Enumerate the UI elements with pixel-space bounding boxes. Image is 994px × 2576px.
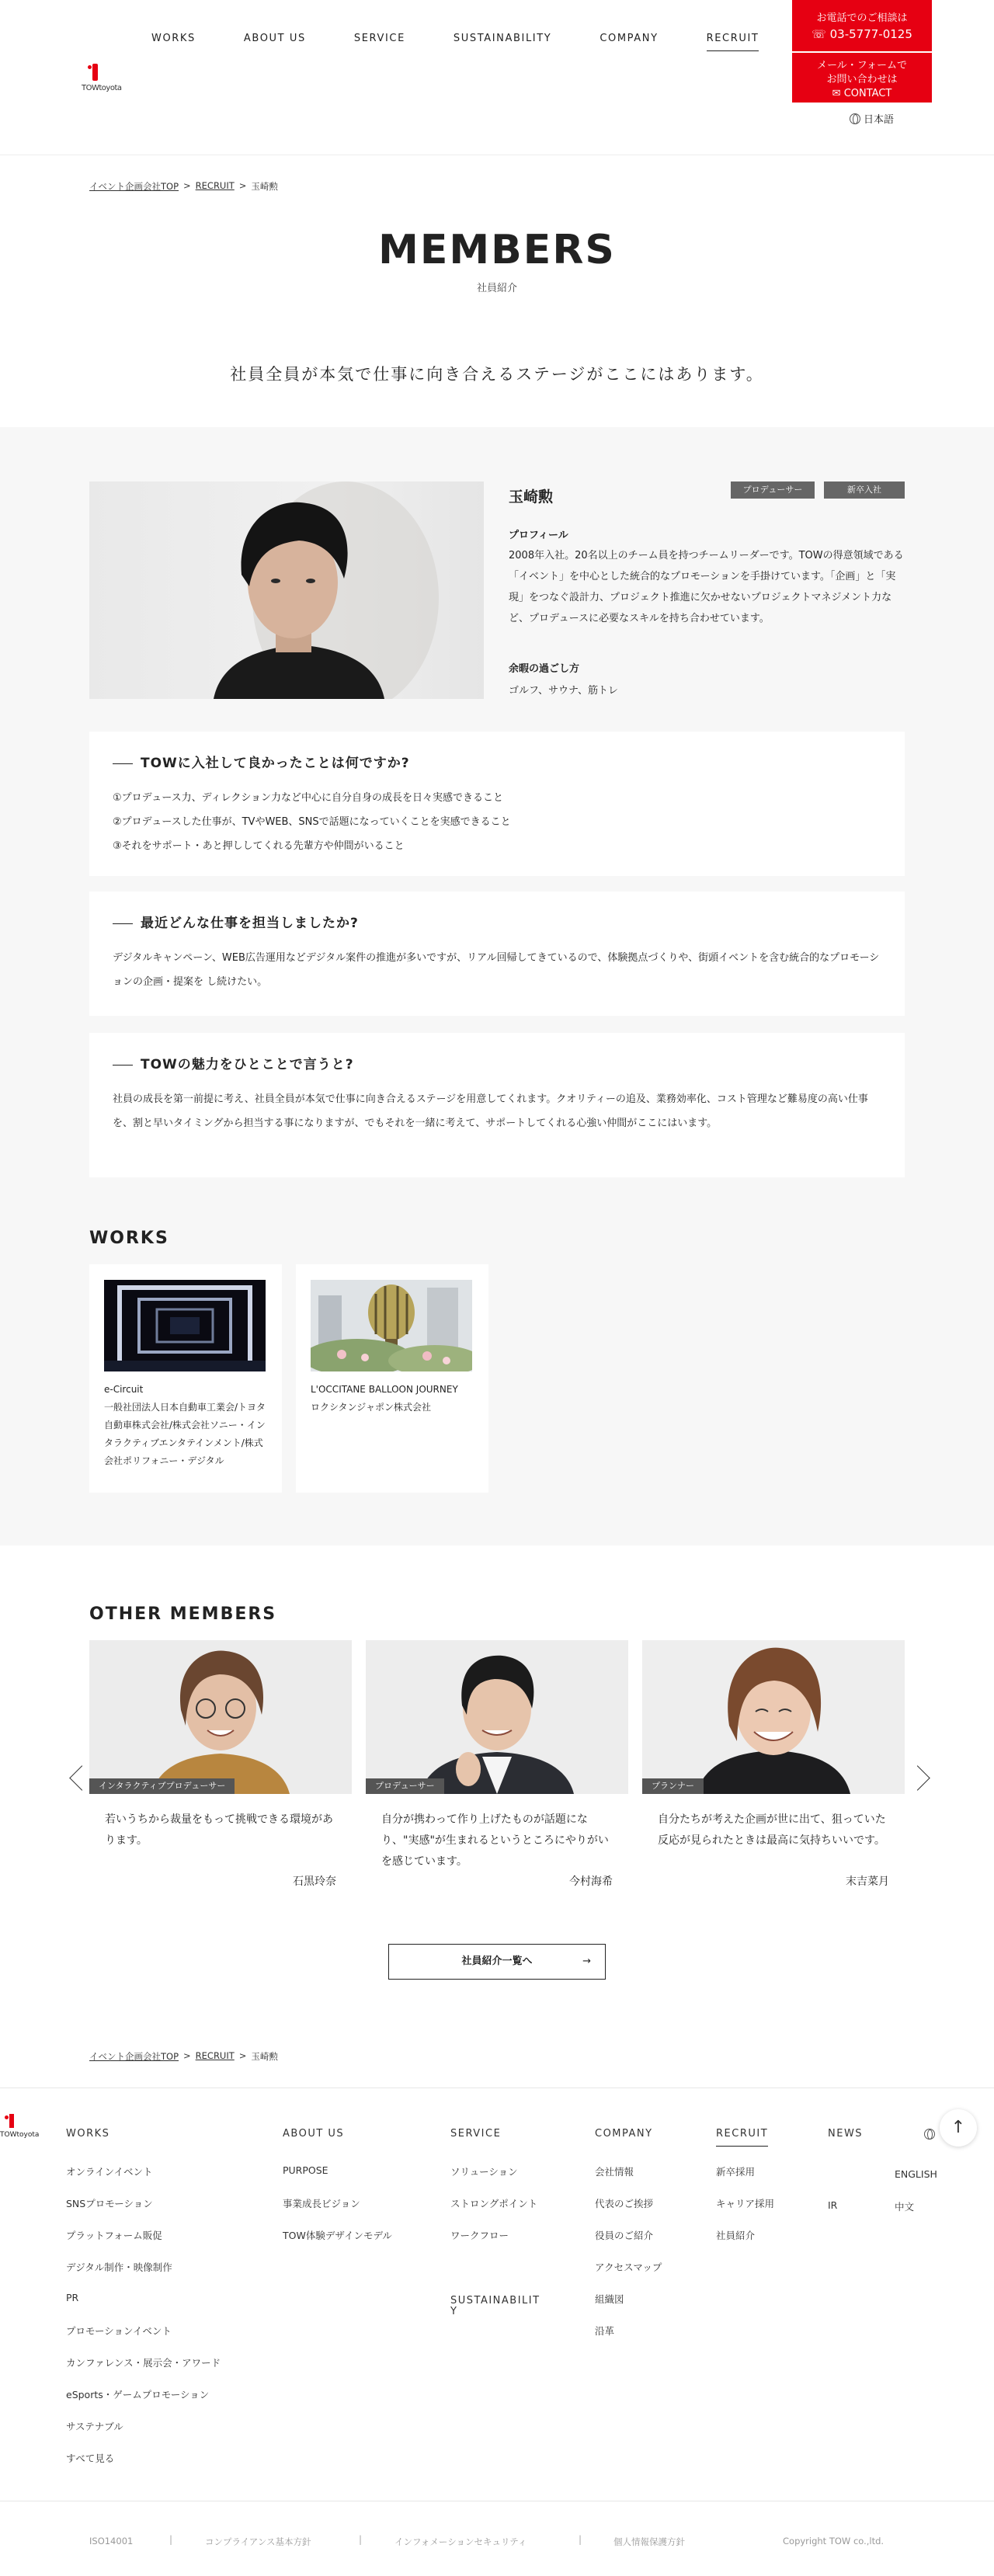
footer-link[interactable]: 沿革 [595,2325,615,2337]
contact-label-1: メール・フォームで [816,60,908,71]
carousel-next-button[interactable] [916,1764,930,1791]
globe-icon [924,2129,935,2140]
copyright: Copyright TOW co.,ltd. [783,2536,885,2546]
footer-head-about[interactable]: ABOUT US [283,2128,345,2140]
logo-dot [88,65,92,69]
footer-link[interactable]: eSports・ゲームプロモーション [66,2389,210,2400]
contact-label-2: お問い合わせは [826,74,898,85]
global-nav [151,33,807,51]
footer-sep: | [169,2534,173,2545]
footer-link[interactable]: 役員のご紹介 [595,2230,654,2241]
works-heading: WORKS [89,1229,169,1248]
breadcrumb-recruit[interactable]: RECRUIT [195,2050,235,2061]
qa-answer-line: ①プロデュース力、ディレクション力など中心に自分自身の成長を日々実感できること [113,792,504,804]
member-list-label: 社員紹介一覧へ [461,1955,533,1967]
qa-question: TOWに入社して良かったことは何ですか? [113,752,410,771]
footer-link[interactable]: SNSプロモーション [66,2198,153,2209]
entry-badge: 新卒入社 [824,481,905,499]
profile-label: プロフィール [509,530,568,541]
carousel-prev-button[interactable] [68,1764,82,1791]
footer-link[interactable]: 新卒採用 [716,2166,756,2178]
mail-icon: ✉ [832,88,844,99]
logo-mark [92,64,98,81]
work-image [104,1280,266,1371]
footer-sep: | [359,2534,363,2545]
qa-card [89,1033,905,1177]
work-title: L'OCCITANE BALLOON JOURNEY [311,1384,458,1395]
breadcrumb-sep: > [183,180,191,191]
footer-link[interactable]: ワークフロー [450,2230,509,2241]
role-badge: プロデューサー [731,481,815,499]
logo-text: TOWtoyota [82,84,122,92]
nav-sustainability[interactable]: SUSTAINABILITY [453,33,552,44]
contact-label-3: ✉ CONTACT [832,88,892,99]
footer-link[interactable]: PURPOSE [283,2164,328,2176]
other-member-photo [642,1640,905,1794]
language-switch[interactable] [850,111,894,126]
contact-button[interactable] [792,53,932,103]
phone-icon: ☏ [812,27,830,41]
footer-link[interactable]: 事業成長ビジョン [283,2198,360,2209]
breadcrumb-sep: > [238,180,247,191]
work-card[interactable] [296,1264,488,1493]
other-members-heading: OTHER MEMBERS [89,1604,277,1624]
member-list-button[interactable] [388,1944,606,1980]
work-card[interactable] [89,1264,282,1493]
footer-head-company[interactable]: COMPANY [595,2128,653,2140]
tel-button[interactable] [792,0,932,51]
nav-service[interactable]: SERVICE [353,33,405,44]
footer-head-works[interactable]: WORKS [66,2128,110,2140]
tel-label: お電話でのご相談は [816,12,908,24]
logo-dot [5,2115,9,2119]
footer-link[interactable]: 会社情報 [595,2166,634,2178]
footer-head-news[interactable]: NEWS [828,2128,864,2140]
footer-link[interactable]: PR [66,2292,79,2303]
work-client: ロクシタンジャポン株式会社 [311,1402,431,1413]
other-member-card[interactable] [366,1640,628,1907]
footer-link[interactable]: TOW体験デザインモデル [283,2230,392,2241]
qa-question: 最近どんな仕事を担当しましたか? [113,912,359,931]
qa-answer [113,786,881,858]
qa-answer-line: ②プロデュースした仕事が、TVやWEB、SNSで話題になっていくことを実感できること [113,816,511,828]
page-subtitle: 社員紹介 [476,283,517,294]
member-name: 玉崎勲 [509,488,554,506]
holiday-label: 余暇の過ごし方 [509,663,580,675]
footer-link[interactable]: アクセスマップ [595,2261,662,2273]
other-member-comment: 自分が携わって作り上げたものが話題になり、"実感"が生まれるというところにやりがいを感じています。 [381,1813,609,1868]
qa-card [89,732,905,876]
footer-link[interactable]: 代表のご挨拶 [595,2198,654,2209]
footer-link[interactable]: キャリア採用 [716,2198,775,2209]
other-member-photo [366,1640,628,1794]
footer-link[interactable]: ソリューション [450,2166,518,2178]
logo-mark [9,2114,14,2128]
arrow-up-icon: ↑ [951,2118,966,2137]
footer-link-compliance[interactable]: コンプライアンス基本方針 [205,2536,311,2547]
footer-link-chinese[interactable]: 中文 [895,2201,915,2213]
logo-text: TOWtoyota [0,2131,40,2139]
other-member-card[interactable] [89,1640,352,1907]
breadcrumb-current: 玉崎勲 [251,181,278,192]
footer-link[interactable]: デジタル制作・映像制作 [66,2261,172,2273]
other-member-role: プロデューサー [366,1778,444,1794]
footer-head-sustainability[interactable]: SUSTAINABILITY [450,2295,540,2317]
tel-number: ☏ 03-5777-0125 [812,27,912,41]
member-photo-art [89,481,484,699]
work-text [104,1381,269,1470]
footer-link[interactable]: すべて見る [66,2453,115,2464]
nav-recruit[interactable]: RECRUIT [707,33,759,51]
footer-link[interactable]: 社員紹介 [716,2230,756,2241]
work-image [311,1280,472,1371]
work-title: e-Circuit [104,1384,144,1395]
profile-text: 2008年入社。20名以上のチーム員を持つチームリーダーです。TOWの得意領域である「イベント」を中心とした統合的なプロモーションを手掛けています。「企画」と「実現」をつなぐ設計力、プロジェクト推進に欠かせないプロジェクトマネジメント力など、プロデュースに必要なスキルを持ち合わせています。 [509,550,904,624]
breadcrumb [89,180,278,193]
site-logo[interactable] [82,62,122,96]
footer-sep: | [579,2534,582,2545]
qa-answer-line: ③それをサポート・あと押ししてくれる先輩方や仲間がいること [113,840,405,852]
nav-works[interactable]: WORKS [151,33,196,44]
footer-logo[interactable] [0,2112,40,2143]
arrow-right-icon: → [582,1955,591,1967]
qa-card [89,892,905,1016]
work-text [311,1381,475,1417]
footer-head-recruit[interactable]: RECRUIT [716,2128,768,2147]
holiday-text: ゴルフ、サウナ、筋トレ [509,685,619,697]
breadcrumb-top[interactable]: イベント企画会社TOP [89,181,179,192]
lead-text: 社員全員が本気で仕事に向き合えるステージがここにはあります。 [230,365,764,384]
other-member-name: 石黒玲奈 [293,1876,336,1888]
breadcrumb-bottom [89,2050,278,2063]
other-member-name: 末吉菜月 [846,1876,889,1888]
footer-link[interactable]: カンファレンス・展示会・アワード [66,2357,221,2369]
other-member-comment: 自分たちが考えた企画が世に出て、狙っていた反応が見られたときは最高に気持ちいいです。 [658,1813,886,1847]
qa-answer: デジタルキャンペーン、WEB広告運用などデジタル案件の推進が多いですが、リアル回帰してきているので、体験拠点づくりや、街頭イベントを含む統合的なプロモーションの企画・提案を し続けたい。 [113,952,880,988]
nav-about-us[interactable]: ABOUT US [243,33,306,44]
footer-link[interactable]: オンラインイベント [66,2166,153,2178]
back-to-top-button[interactable] [940,2109,977,2147]
footer-link[interactable]: プラットフォーム販促 [66,2230,162,2241]
nav-company[interactable]: COMPANY [600,33,659,44]
footer-link-iso[interactable]: ISO14001 [89,2536,134,2546]
qa-answer: 社員の成長を第一前提に考え、社員全員が本気で仕事に向き合えるステージを用意してくれます。クオリティーの追及、業務効率化、コスト管理など難易度の高い仕事を、割と早いタイミングから担当する事になりますが、でもそれを一緒に考えて、サポートしてくれる心強い仲間がここにはいます。 [113,1093,868,1129]
footer-link[interactable]: 組織図 [595,2293,624,2305]
footer-link-security[interactable]: インフォメーションセキュリティ [394,2536,527,2547]
breadcrumb-recruit[interactable]: RECRUIT [195,180,235,191]
work-client: 一般社団法人日本自動車工業会/トヨタ自動車株式会社/株式会社ソニー・インタラクティブエンタテインメント/株式会社ポリフォニー・デジタル [104,1402,266,1466]
member-photo [89,481,484,699]
other-member-comment: 若いうちから裁量をもって挑戦できる環境があります。 [105,1813,333,1847]
other-member-card[interactable] [642,1640,905,1907]
qa-question: TOWの魅力をひとことで言うと? [113,1053,354,1072]
footer-link[interactable]: プロモーションイベント [66,2325,172,2337]
breadcrumb-top[interactable]: イベント企画会社TOP [89,2051,179,2062]
other-member-role: プランナー [642,1778,704,1794]
other-member-name: 今村海希 [569,1876,613,1888]
other-member-role: インタラクティブプロデューサー [89,1778,235,1794]
site-header [0,0,994,155]
language-label: 日本語 [864,114,895,126]
breadcrumb-sep: > [183,2050,191,2061]
footer-link-english[interactable]: ENGLISH [895,2168,937,2180]
footer-link-ir[interactable]: IR [828,2199,838,2211]
footer-link-privacy[interactable]: 個人情報保護方針 [613,2536,685,2547]
breadcrumb-sep: > [238,2050,247,2061]
footer-head-service[interactable]: SERVICE [450,2128,502,2140]
page-title: MEMBERS [378,227,616,273]
other-member-photo [89,1640,352,1794]
footer-link[interactable]: ストロングポイント [450,2198,538,2209]
globe-icon [850,113,860,124]
breadcrumb-current: 玉崎勲 [251,2051,278,2062]
footer-link[interactable]: サステナブル [66,2421,123,2432]
